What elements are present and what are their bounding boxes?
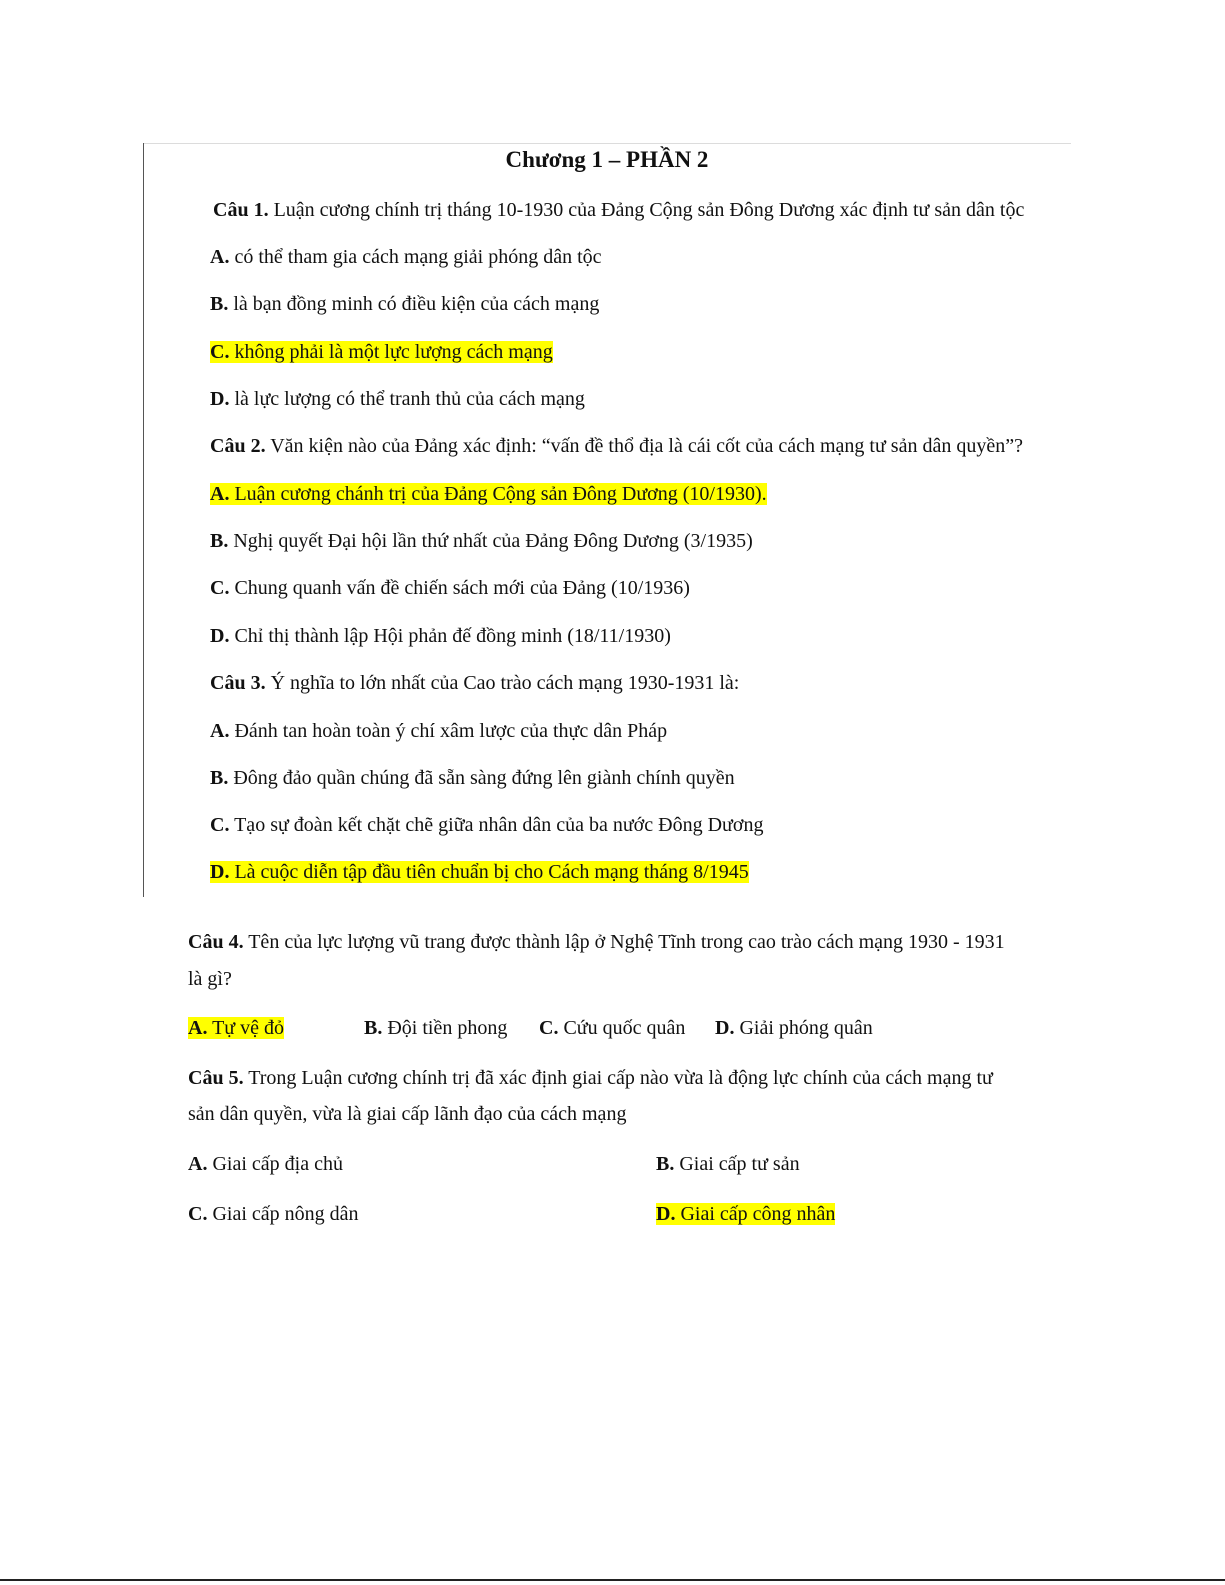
option-text: Giai cấp tư sản (679, 1153, 800, 1175)
option-letter: A. (210, 720, 230, 742)
option-letter: C. (188, 1203, 208, 1225)
question-text: Luận cương chính trị tháng 10-1930 của Đảng Cộng sản Đông Dương xác định tư sản dân tộc (273, 199, 1025, 221)
q2-option-b (210, 527, 753, 555)
q3-option-b (210, 764, 735, 792)
question-4 (188, 928, 1005, 956)
answer-highlight (210, 341, 553, 363)
option-letter: C. (210, 341, 230, 363)
q2-option-a-answer (210, 480, 767, 508)
answer-highlight (656, 1203, 835, 1225)
option-letter: D. (210, 861, 230, 883)
q3-option-d-answer (210, 858, 749, 886)
option-text: Là cuộc diễn tập đầu tiên chuẩn bị cho Cách mạng tháng 8/1945 (234, 861, 749, 883)
option-text: Đông đảo quần chúng đã sẵn sàng đứng lên giành chính quyền (233, 767, 735, 789)
q3-option-c (210, 811, 763, 839)
option-text: Giải phóng quân (739, 1017, 873, 1039)
question-text: Văn kiện nào của Đảng xác định: “vấn đề thổ địa là cái cốt của cách mạng tư sản dân quyền”? (270, 435, 1023, 457)
page-title: Chương 1 – PHẦN 2 (505, 147, 709, 172)
option-text: là bạn đồng minh có điều kiện của cách mạng (233, 293, 600, 315)
question-label: Câu 4. (188, 931, 244, 953)
option-text: Chung quanh vấn đề chiến sách mới của Đảng (10/1936) (234, 577, 690, 599)
option-letter: B. (364, 1017, 383, 1039)
q1-option-d (210, 385, 585, 413)
question-label: Câu 3. (210, 672, 266, 694)
option-text: Giai cấp nông dân (212, 1203, 359, 1225)
option-text: Cứu quốc quân (563, 1017, 686, 1039)
question-label: Câu 5. (188, 1067, 244, 1089)
answer-highlight (210, 483, 767, 505)
option-text: Tự vệ đỏ (212, 1017, 285, 1039)
option-letter: D. (210, 625, 230, 647)
option-letter: B. (656, 1153, 675, 1175)
question-5-continued: sản dân quyền, vừa là giai cấp lãnh đạo của cách mạng (188, 1103, 627, 1125)
option-text: Giai cấp công nhân (680, 1203, 836, 1225)
option-text: Đội tiền phong (387, 1017, 508, 1039)
option-letter: C. (539, 1017, 559, 1039)
question-2 (210, 432, 1023, 460)
option-letter: B. (210, 767, 229, 789)
option-letter: D. (210, 388, 230, 410)
answer-highlight (210, 861, 749, 883)
q2-option-d (210, 622, 671, 650)
left-border-line (143, 143, 144, 897)
q4-option-b (364, 1014, 507, 1042)
option-letter: A. (210, 246, 230, 268)
option-text: Tạo sự đoàn kết chặt chẽ giữa nhân dân của ba nước Đông Dương (234, 814, 764, 836)
question-text: Tên của lực lượng vũ trang được thành lập ở Nghệ Tĩnh trong cao trào cách mạng 1930 - 1931 (248, 931, 1005, 953)
option-text: Nghị quyết Đại hội lần thứ nhất của Đảng Đông Dương (3/1935) (233, 530, 753, 552)
question-3 (210, 669, 739, 697)
option-letter: D. (656, 1203, 676, 1225)
q3-option-a (210, 717, 667, 745)
q1-option-b (210, 290, 599, 318)
option-text: Luận cương chánh trị của Đảng Cộng sản Đông Dương (10/1930). (234, 483, 767, 505)
q1-option-c-answer (210, 338, 553, 366)
option-letter: A. (210, 483, 230, 505)
q4-option-c (539, 1014, 685, 1042)
option-letter: B. (210, 530, 229, 552)
question-label: Câu 1. (213, 199, 269, 221)
q5-option-b (656, 1150, 800, 1178)
option-text: Chỉ thị thành lập Hội phản đế đồng minh (18/11/1930) (234, 625, 671, 647)
q5-option-c (188, 1200, 359, 1228)
q4-option-a-answer (188, 1014, 284, 1042)
option-letter: D. (715, 1017, 735, 1039)
option-text: Giai cấp địa chủ (212, 1153, 343, 1175)
answer-highlight (188, 1017, 284, 1039)
bottom-border-line (0, 1579, 1225, 1581)
option-text: có thể tham gia cách mạng giải phóng dân tộc (234, 246, 602, 268)
q5-option-a (188, 1150, 343, 1178)
question-text: Ý nghĩa to lớn nhất của Cao trào cách mạng 1930-1931 là: (270, 672, 740, 694)
option-letter: B. (210, 293, 229, 315)
question-1 (213, 196, 1024, 224)
option-letter: C. (210, 577, 230, 599)
question-4-continued: là gì? (188, 968, 232, 990)
question-text: Trong Luận cương chính trị đã xác định giai cấp nào vừa là động lực chính của cách mạng tư (248, 1067, 993, 1089)
q1-option-a (210, 243, 602, 271)
option-letter: A. (188, 1153, 208, 1175)
option-text: không phải là một lực lượng cách mạng (234, 341, 553, 363)
q2-option-c (210, 574, 690, 602)
question-label: Câu 2. (210, 435, 266, 457)
option-letter: A. (188, 1017, 208, 1039)
question-5 (188, 1064, 993, 1092)
option-letter: C. (210, 814, 230, 836)
option-text: là lực lượng có thể tranh thủ của cách mạng (234, 388, 585, 410)
q5-option-d-answer (656, 1200, 835, 1228)
option-text: Đánh tan hoàn toàn ý chí xâm lược của thực dân Pháp (234, 720, 668, 742)
q4-option-d (715, 1014, 873, 1042)
